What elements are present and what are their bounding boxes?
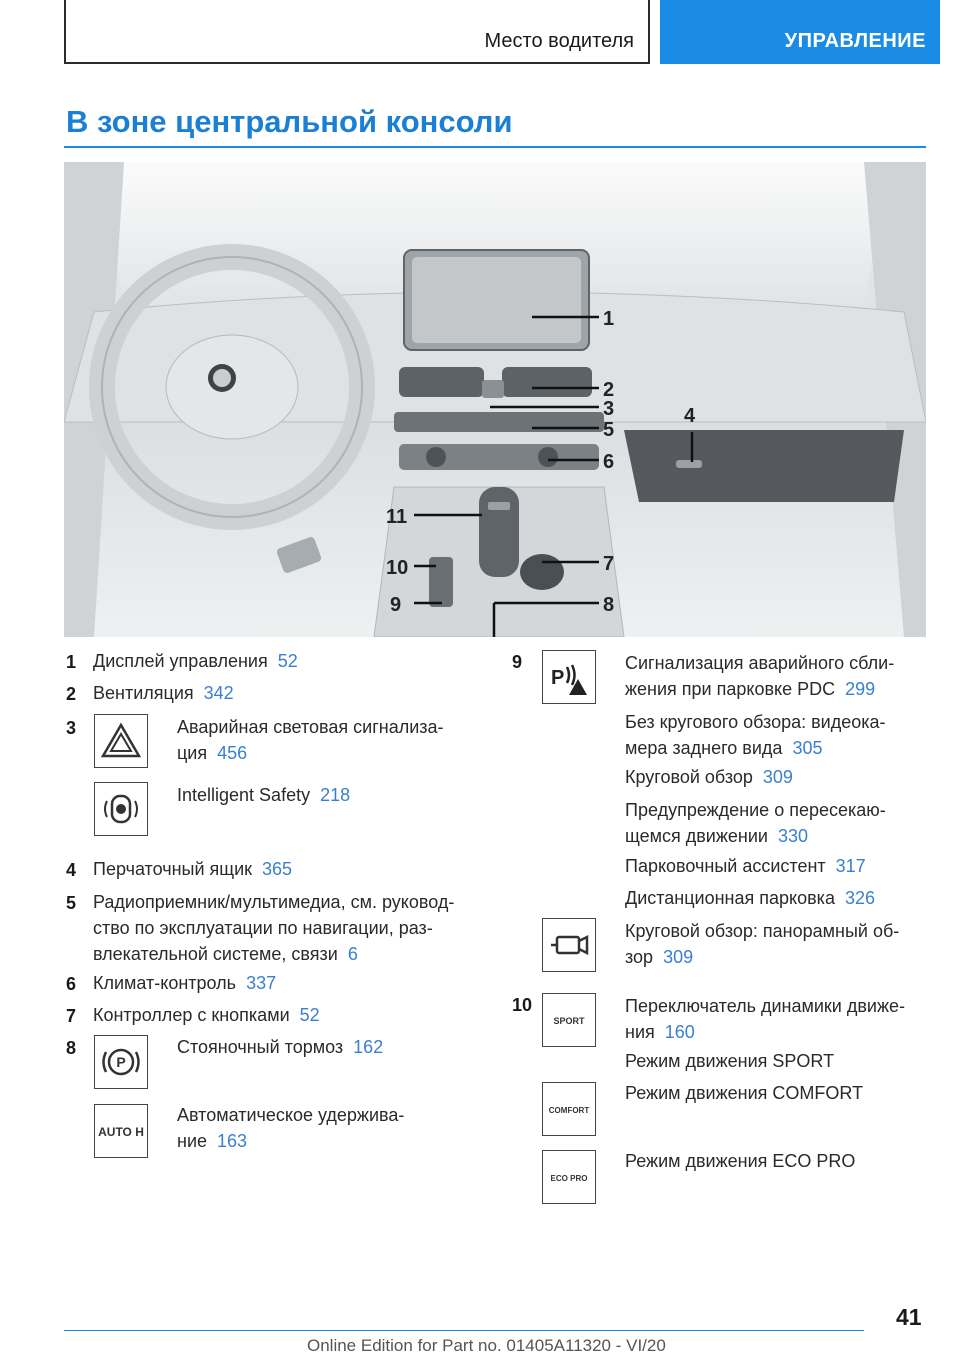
page-number: 41 bbox=[896, 1304, 922, 1330]
item-1-number: 1 bbox=[66, 652, 77, 672]
item-7-ref[interactable]: 52 bbox=[299, 1005, 320, 1025]
item-3-line2: ция bbox=[177, 743, 208, 763]
item-9b-line1: Без кругового обзора: видеока- bbox=[625, 712, 886, 732]
title-divider bbox=[64, 146, 926, 148]
item-5-line2: ство по эксплуатации по навигации, раз- bbox=[93, 918, 433, 938]
item-2-text bbox=[93, 680, 234, 706]
item-7-number: 7 bbox=[66, 1006, 77, 1026]
item-4-number: 4 bbox=[66, 860, 77, 880]
svg-text:P: P bbox=[551, 667, 565, 689]
item-5-ref[interactable]: 6 bbox=[347, 944, 358, 964]
item-6-label: Климат-контроль bbox=[93, 973, 237, 993]
header-chapter-label: УПРАВЛЕНИЕ bbox=[784, 30, 926, 52]
callout-1: 1 bbox=[603, 308, 615, 330]
callout-11: 11 bbox=[386, 506, 408, 528]
item-1-label: Дисплей управления bbox=[93, 651, 268, 671]
item-9b-line2: мера заднего вида bbox=[625, 738, 783, 758]
eco-pro-mode-icon bbox=[542, 1150, 596, 1204]
item-9-ref[interactable]: 299 bbox=[845, 679, 876, 699]
item-9c-ref[interactable]: 309 bbox=[762, 767, 793, 787]
item-9e-ref[interactable]: 317 bbox=[835, 856, 866, 876]
item-7-text bbox=[93, 1002, 320, 1028]
auto-hold-icon-label: AUTO H bbox=[98, 1125, 144, 1139]
item-2-ref[interactable]: 342 bbox=[203, 683, 234, 703]
item-1-text bbox=[93, 648, 298, 674]
item-3b-text bbox=[177, 782, 350, 808]
item-8b-text bbox=[177, 1102, 404, 1154]
item-9g-line1: Круговой обзор: панорамный об- bbox=[625, 921, 900, 941]
item-8b-line2: ние bbox=[177, 1131, 208, 1151]
item-8-text bbox=[177, 1034, 383, 1060]
dashboard-drawing bbox=[64, 162, 926, 637]
item-9g-line2: зор bbox=[625, 947, 654, 967]
parking-brake-icon bbox=[94, 1035, 148, 1089]
item-4-label: Перчаточный ящик bbox=[93, 859, 253, 879]
eco-pro-icon-label: ECO PRO bbox=[550, 1174, 588, 1183]
item-1-ref[interactable]: 52 bbox=[277, 651, 298, 671]
callout-5: 5 bbox=[603, 419, 615, 441]
item-9f-label: Дистанционная парковка bbox=[625, 888, 835, 908]
item-10-line2: ния bbox=[625, 1022, 655, 1042]
item-9c-text bbox=[625, 764, 793, 790]
callout-3: 3 bbox=[603, 398, 615, 420]
item-9-line2: жения при парковке PDC bbox=[625, 679, 836, 699]
item-10-text bbox=[625, 993, 905, 1045]
item-8-ref[interactable]: 162 bbox=[353, 1037, 384, 1057]
item-8-label: Стояночный тормоз bbox=[177, 1037, 344, 1057]
pdc-icon bbox=[542, 650, 596, 704]
item-9d-ref[interactable]: 330 bbox=[777, 826, 809, 846]
item-9-number: 9 bbox=[512, 652, 523, 672]
page-title: В зоне центральной консоли bbox=[66, 104, 513, 139]
item-8-number: 8 bbox=[66, 1038, 77, 1058]
item-10c-label: Режим движения COMFORT bbox=[625, 1083, 864, 1103]
item-9b-text bbox=[625, 709, 886, 761]
item-3-line1: Аварийная световая сигнализа- bbox=[177, 717, 444, 737]
callout-10: 10 bbox=[386, 557, 409, 579]
sport-mode-icon bbox=[542, 993, 596, 1047]
intelligent-safety-icon bbox=[94, 782, 148, 836]
item-3b-ref[interactable]: 218 bbox=[320, 785, 351, 805]
callout-4: 4 bbox=[684, 405, 696, 427]
auto-hold-icon bbox=[94, 1104, 148, 1158]
item-10-number: 10 bbox=[512, 995, 533, 1015]
item-9f-text bbox=[625, 885, 875, 911]
item-4-ref[interactable]: 365 bbox=[262, 859, 293, 879]
header-chapter-tab bbox=[660, 0, 940, 64]
item-9d-line2: щемся движении bbox=[625, 826, 768, 846]
item-10-line1: Переключатель динамики движе- bbox=[625, 996, 906, 1016]
item-9d-text bbox=[625, 797, 886, 849]
item-3-ref[interactable]: 456 bbox=[217, 743, 248, 763]
item-6-ref[interactable]: 337 bbox=[246, 973, 277, 993]
item-10b-text bbox=[625, 1048, 834, 1074]
item-10b-label: Режим движения SPORT bbox=[625, 1051, 835, 1071]
sport-icon-label: SPORT bbox=[553, 1016, 585, 1026]
item-10d-text bbox=[625, 1148, 855, 1174]
item-6-text bbox=[93, 970, 276, 996]
item-4-text bbox=[93, 856, 292, 882]
item-7-label: Контроллер с кнопками bbox=[93, 1005, 290, 1025]
item-9d-line1: Предупреждение о пересекаю- bbox=[625, 800, 886, 820]
callout-6: 6 bbox=[603, 451, 615, 473]
item-9b-ref[interactable]: 305 bbox=[792, 738, 823, 758]
item-6-number: 6 bbox=[66, 974, 77, 994]
item-5-line3: влекательной системе, связи bbox=[93, 944, 338, 964]
item-9e-text bbox=[625, 853, 866, 879]
item-9g-text bbox=[625, 918, 899, 970]
item-5-text bbox=[93, 889, 454, 967]
item-9f-ref[interactable]: 326 bbox=[844, 888, 875, 908]
callout-7: 7 bbox=[603, 553, 615, 575]
item-9-line1: Сигнализация аварийного сбли- bbox=[625, 653, 895, 673]
item-3b-label: Intelligent Safety bbox=[177, 785, 311, 805]
item-10d-label: Режим движения ECO PRO bbox=[625, 1151, 856, 1171]
item-2-label: Вентиляция bbox=[93, 683, 194, 703]
item-9e-label: Парковочный ассистент bbox=[625, 856, 826, 876]
item-10c-text bbox=[625, 1080, 863, 1106]
item-8b-ref[interactable]: 163 bbox=[217, 1131, 248, 1151]
item-5-line1: Радиоприемник/мультимедиа, см. руковод- bbox=[93, 892, 455, 912]
item-9-text bbox=[625, 650, 894, 702]
item-3-text bbox=[177, 714, 444, 766]
comfort-mode-icon bbox=[542, 1082, 596, 1136]
item-5-number: 5 bbox=[66, 893, 77, 913]
item-9c-label: Круговой обзор bbox=[625, 767, 753, 787]
callout-9: 9 bbox=[390, 594, 402, 616]
header-section-tab bbox=[64, 0, 650, 64]
callout-2: 2 bbox=[603, 379, 615, 401]
item-3-number: 3 bbox=[66, 718, 77, 738]
footer-divider bbox=[64, 1330, 864, 1331]
header-section-label: Место водителя bbox=[484, 30, 634, 52]
panoramic-view-icon bbox=[542, 918, 596, 972]
hazard-warning-icon bbox=[94, 714, 148, 768]
footer-edition: Online Edition for Part no. 01405A11320 - VI/20 bbox=[307, 1336, 666, 1355]
item-10-ref[interactable]: 160 bbox=[664, 1022, 695, 1042]
callout-8: 8 bbox=[603, 594, 615, 616]
svg-text:P: P bbox=[116, 1054, 126, 1070]
center-console-illustration bbox=[64, 162, 926, 637]
item-8b-line1: Автоматическое удержива- bbox=[177, 1105, 405, 1125]
comfort-icon-label: COMFORT bbox=[548, 1106, 590, 1115]
item-2-number: 2 bbox=[66, 684, 77, 704]
item-9g-ref[interactable]: 309 bbox=[663, 947, 694, 967]
